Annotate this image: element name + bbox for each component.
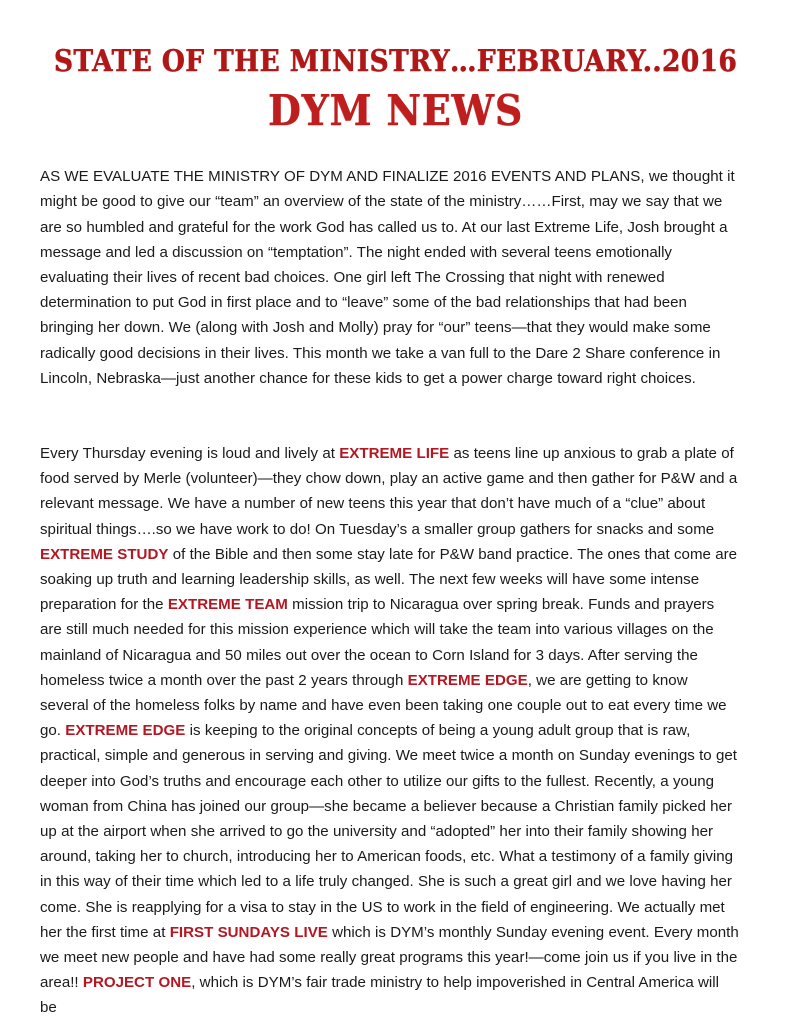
paragraph-intro xyxy=(40,164,739,391)
main-text-segment-5: , we are getting to know several of the homeless folks by name and have even been taking one couple out to eat every time we go. xyxy=(40,671,727,740)
main-text-segment-1: Every Thursday evening is loud and lively at xyxy=(40,444,340,462)
paragraph-main xyxy=(40,441,739,1021)
program-name-first-sundays-live: FIRST SUNDAYS LIVE xyxy=(169,923,328,941)
main-text-segment-8: , which is DYM’s fair trade ministry to help impoverished in Central America will be xyxy=(40,974,719,1017)
program-name-extreme-study: EXTREME STUDY xyxy=(40,545,169,563)
main-text-segment-3: of the Bible and then some stay late for P&W band practice. The ones that come are soaking up truth and learning leadership skills, as well. The next few weeks will have some intense preparation for the xyxy=(40,545,738,614)
program-name-extreme-edge-second: EXTREME EDGE xyxy=(65,722,186,740)
program-name-extreme-edge-first: EXTREME EDGE xyxy=(407,671,528,689)
masthead xyxy=(0,0,791,136)
program-name-extreme-life: EXTREME LIFE xyxy=(339,444,450,462)
main-text-segment-7: which is DYM’s monthly Sunday evening event. Every month we meet new people and have had some really great programs this year!—come join us if you live in the area!! xyxy=(40,923,739,992)
page-title: DYM NEWS xyxy=(267,86,524,135)
main-text-segment-4: mission trip to Nicaragua over spring break. Funds and prayers are still much needed for this mission experience which will take the team into various villages on the mainland of Nicaragua and 50 miles out over the ocean to Corn Island for 3 days. After serving the homeless twice a month over the past 2 years through xyxy=(40,596,715,689)
newsletter-body xyxy=(0,164,791,1021)
intro-lead-text: AS WE EVALUATE THE MINISTRY OF DYM AND FINALIZE 2016 EVENTS AND PLANS, xyxy=(40,168,645,186)
intro-body-text: we thought it might be good to give our “team” an overview of the state of the ministry……First, may we say that we are so humbled and grateful for the work God has called us to. At our last Extreme Life, Josh brought a message and led a discussion on “temptation”. The night ended with several teens emotionally evaluating their lives of recent bad choices. One girl left The Crossing that night with renewed determination to put God in first place and to “leave” some of the bad relationships that had been bringing her down. We (along with Josh and Molly) pray for “our” teens—that they would make some radically good decisions in their lives. This month we take a van full to the Dare 2 Share conference in Lincoln, Nebraska—just another chance for these kids to get a power charge toward right choices. xyxy=(40,168,735,387)
main-text-segment-6: is keeping to the original concepts of being a young adult group that is raw, practical, simple and generous in serving and giving. We meet twice a month on Sunday evenings to get deeper into God’s truths and encourage each other to utilize our gifts to the fullest. Recently, a young woman from China has joined our group—she became a believer because a Christian family picked her up at the airport when she arrived to go the university and “adopted” her into their family showing her around, taking her to church, introducing her to American foods, etc. What a testimony of a family giving in this way of their time which led to a life truly changed. She is such a great girl and we love having her come. She is reapplying for a visa to stay in the US to work in the field of engineering. We actually met her the first time at xyxy=(40,722,737,941)
program-name-extreme-team: EXTREME TEAM xyxy=(167,596,288,614)
program-name-project-one: PROJECT ONE xyxy=(82,974,192,992)
newsletter-subtitle: STATE OF THE MINISTRY…FEBRUARY..2016 xyxy=(53,44,738,79)
main-text-segment-2: as teens line up anxious to grab a plate of food served by Merle (volunteer)—they chow down, play an active game and then gather for P&W and a relevant message. We have a number of new teens this year that don’t have much of a “clue” about spiritual things….so we have work to do! On Tuesday’s a smaller group gathers for snacks and some xyxy=(40,444,738,538)
